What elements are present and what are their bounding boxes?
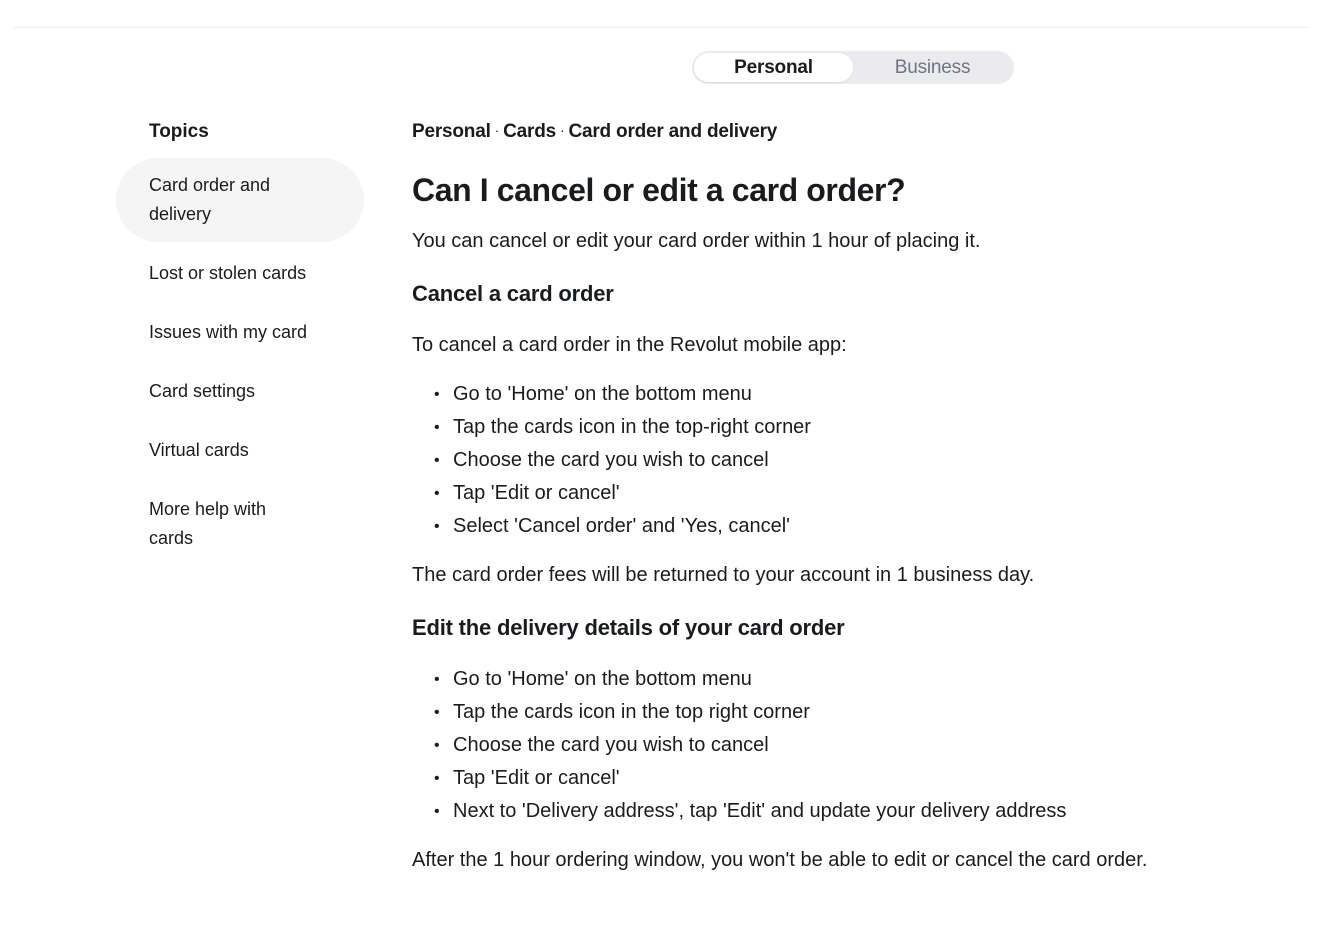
- sidebar-item-label: More help with cards: [149, 499, 267, 548]
- sidebar-title: Topics: [149, 121, 209, 142]
- article-intro: You can cancel or edit your card order within 1 hour of placing it.: [412, 230, 981, 252]
- sidebar-item-virtual-cards[interactable]: [116, 423, 364, 478]
- personal-tab[interactable]: Personal: [694, 53, 853, 82]
- section-note-edit: After the 1 hour ordering window, you won't be able to edit or cancel the card order.: [412, 849, 1148, 871]
- list-item: • Tap the cards icon in the top right corner: [434, 696, 1272, 729]
- sidebar-item-card-settings[interactable]: [116, 364, 364, 419]
- sidebar-item-issues-with-my-card[interactable]: [116, 305, 364, 360]
- section-note-cancel: The card order fees will be returned to your account in 1 business day.: [412, 564, 1035, 586]
- account-type-toggle: [692, 51, 1014, 84]
- list-item: • Go to 'Home' on the bottom menu: [434, 663, 1272, 696]
- topics-sidebar: [116, 118, 364, 570]
- breadcrumb: [412, 118, 1272, 146]
- list-item: • Go to 'Home' on the bottom menu: [434, 378, 1272, 411]
- list-item: • Tap the cards icon in the top-right corner: [434, 411, 1272, 444]
- breadcrumb-card-order-link[interactable]: Card order and delivery: [568, 121, 778, 142]
- business-tab[interactable]: Business: [894, 56, 971, 78]
- sidebar-item-label: Card settings: [149, 381, 256, 401]
- section-lead-cancel: To cancel a card order in the Revolut mobile app:: [412, 334, 847, 356]
- sidebar-item-more-help-with-cards[interactable]: [116, 482, 364, 566]
- list-item: • Select 'Cancel order' and 'Yes, cancel': [434, 510, 1272, 543]
- sidebar-item-label: Virtual cards: [149, 440, 249, 460]
- breadcrumb-separator: ·: [560, 122, 565, 138]
- cancel-steps-list: [412, 378, 1272, 543]
- list-item: • Next to 'Delivery address', tap 'Edit' and update your delivery address: [434, 795, 1272, 828]
- breadcrumb-separator: ·: [494, 122, 500, 138]
- article-content: [412, 118, 1272, 874]
- list-item: • Tap 'Edit or cancel': [434, 477, 1272, 510]
- sidebar-item-label: Card order and delivery: [149, 175, 271, 224]
- sidebar-item-lost-or-stolen-cards[interactable]: [116, 246, 364, 301]
- list-item: • Choose the card you wish to cancel: [434, 444, 1272, 477]
- top-divider: [14, 27, 1308, 28]
- list-item: • Tap 'Edit or cancel': [434, 762, 1272, 795]
- list-item: • Choose the card you wish to cancel: [434, 729, 1272, 762]
- section-heading-cancel: Cancel a card order: [412, 281, 614, 306]
- breadcrumb-personal-link[interactable]: Personal: [412, 121, 491, 142]
- edit-steps-list: [412, 663, 1272, 828]
- sidebar-item-label: Issues with my card: [149, 322, 308, 342]
- breadcrumb-cards-link[interactable]: Cards: [503, 121, 556, 142]
- sidebar-item-card-order-and-delivery[interactable]: [116, 158, 364, 242]
- section-heading-edit: Edit the delivery details of your card order: [412, 615, 845, 640]
- sidebar-item-label: Lost or stolen cards: [149, 263, 307, 283]
- article-title: Can I cancel or edit a card order?: [412, 172, 906, 208]
